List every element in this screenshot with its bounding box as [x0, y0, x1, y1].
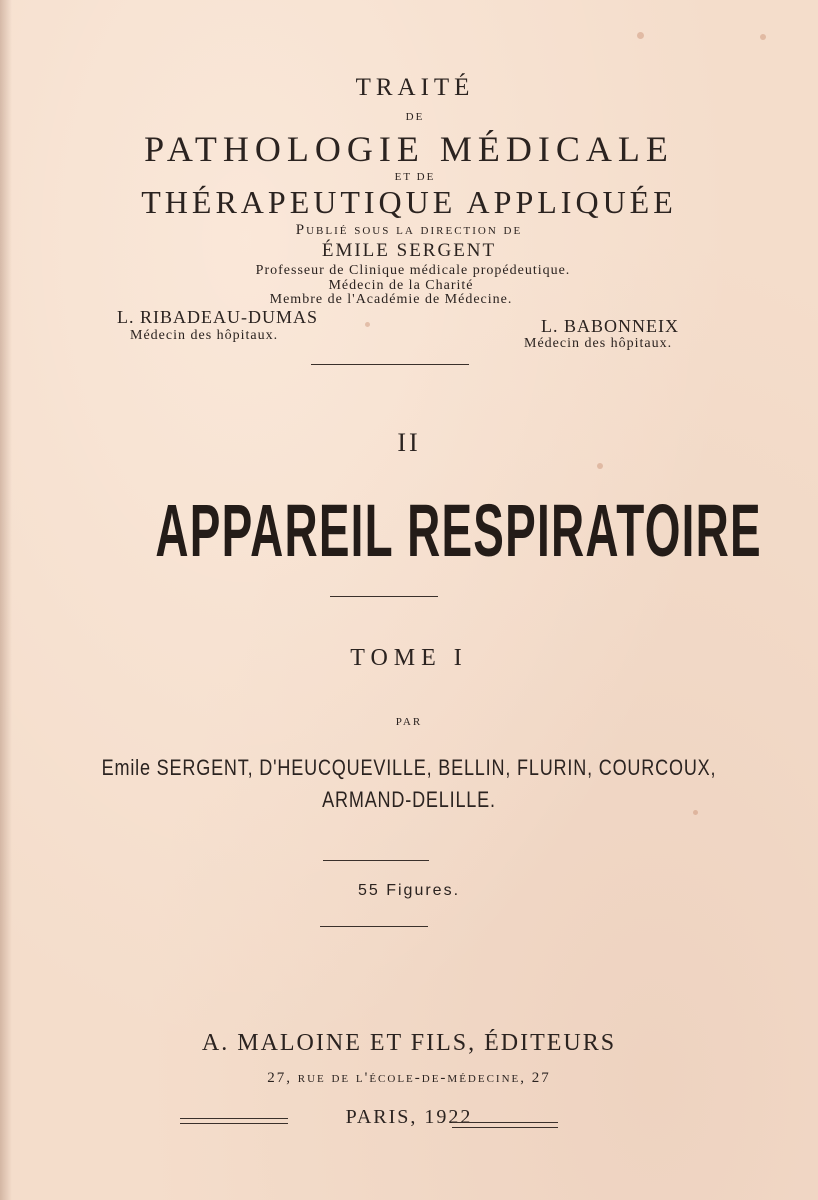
series-title-de: DE [405, 111, 425, 123]
series-title-pathologie: PATHOLOGIE MÉDICALE [144, 129, 674, 169]
collaborator-name-ribadeau-dumas: L. RIBADEAU-DUMAS [117, 307, 318, 327]
volume-title: APPAREIL RESPIRATOIRE [155, 489, 762, 572]
authors-line-2: ARMAND-DELILLE. [322, 787, 496, 812]
authors-line-1: Emile SERGENT, D'HEUCQUEVILLE, BELLIN, FLURIN, COURCOUX, [101, 755, 717, 780]
series-title-et-de: ET DE [394, 171, 436, 183]
collaborator-role-babonneix: Médecin des hôpitaux. [524, 336, 673, 351]
director-name: ÉMILE SERGENT [321, 240, 497, 261]
place-and-year: PARIS, 1922 [345, 1106, 473, 1128]
foxing-spot [760, 34, 766, 40]
foxing-spot [365, 322, 370, 327]
par-label: PAR [395, 716, 423, 728]
publication-direction-note: Publié sous la direction de [295, 222, 523, 238]
double-rule-right [452, 1122, 558, 1128]
foxing-spot [597, 463, 603, 469]
divider-rule [311, 364, 469, 365]
divider-rule [330, 596, 438, 597]
series-title-traite: TRAITÉ [355, 74, 475, 101]
director-title-academy: Membre de l'Académie de Médecine. [269, 292, 513, 307]
collaborator-role-ribadeau-dumas: Médecin des hôpitaux. [130, 328, 279, 343]
divider-rule [320, 926, 428, 927]
publisher-address: 27, rue de l'école-de-médecine, 27 [267, 1070, 551, 1086]
volume-number: II [397, 428, 421, 457]
figures-count: 55 Figures. [357, 882, 461, 899]
foxing-spot [637, 32, 644, 39]
director-title-physician: Médecin de la Charité [328, 278, 474, 293]
divider-rule [323, 860, 429, 861]
tome-label: TOME I [350, 645, 468, 671]
series-title-therapeutique: THÉRAPEUTIQUE APPLIQUÉE [141, 184, 677, 220]
director-title-professor: Professeur de Clinique médicale propédeutique. [255, 263, 571, 278]
publisher-name: A. MALOINE ET FILS, ÉDITEURS [201, 1030, 617, 1056]
collaborator-name-babonneix: L. BABONNEIX [541, 316, 679, 336]
